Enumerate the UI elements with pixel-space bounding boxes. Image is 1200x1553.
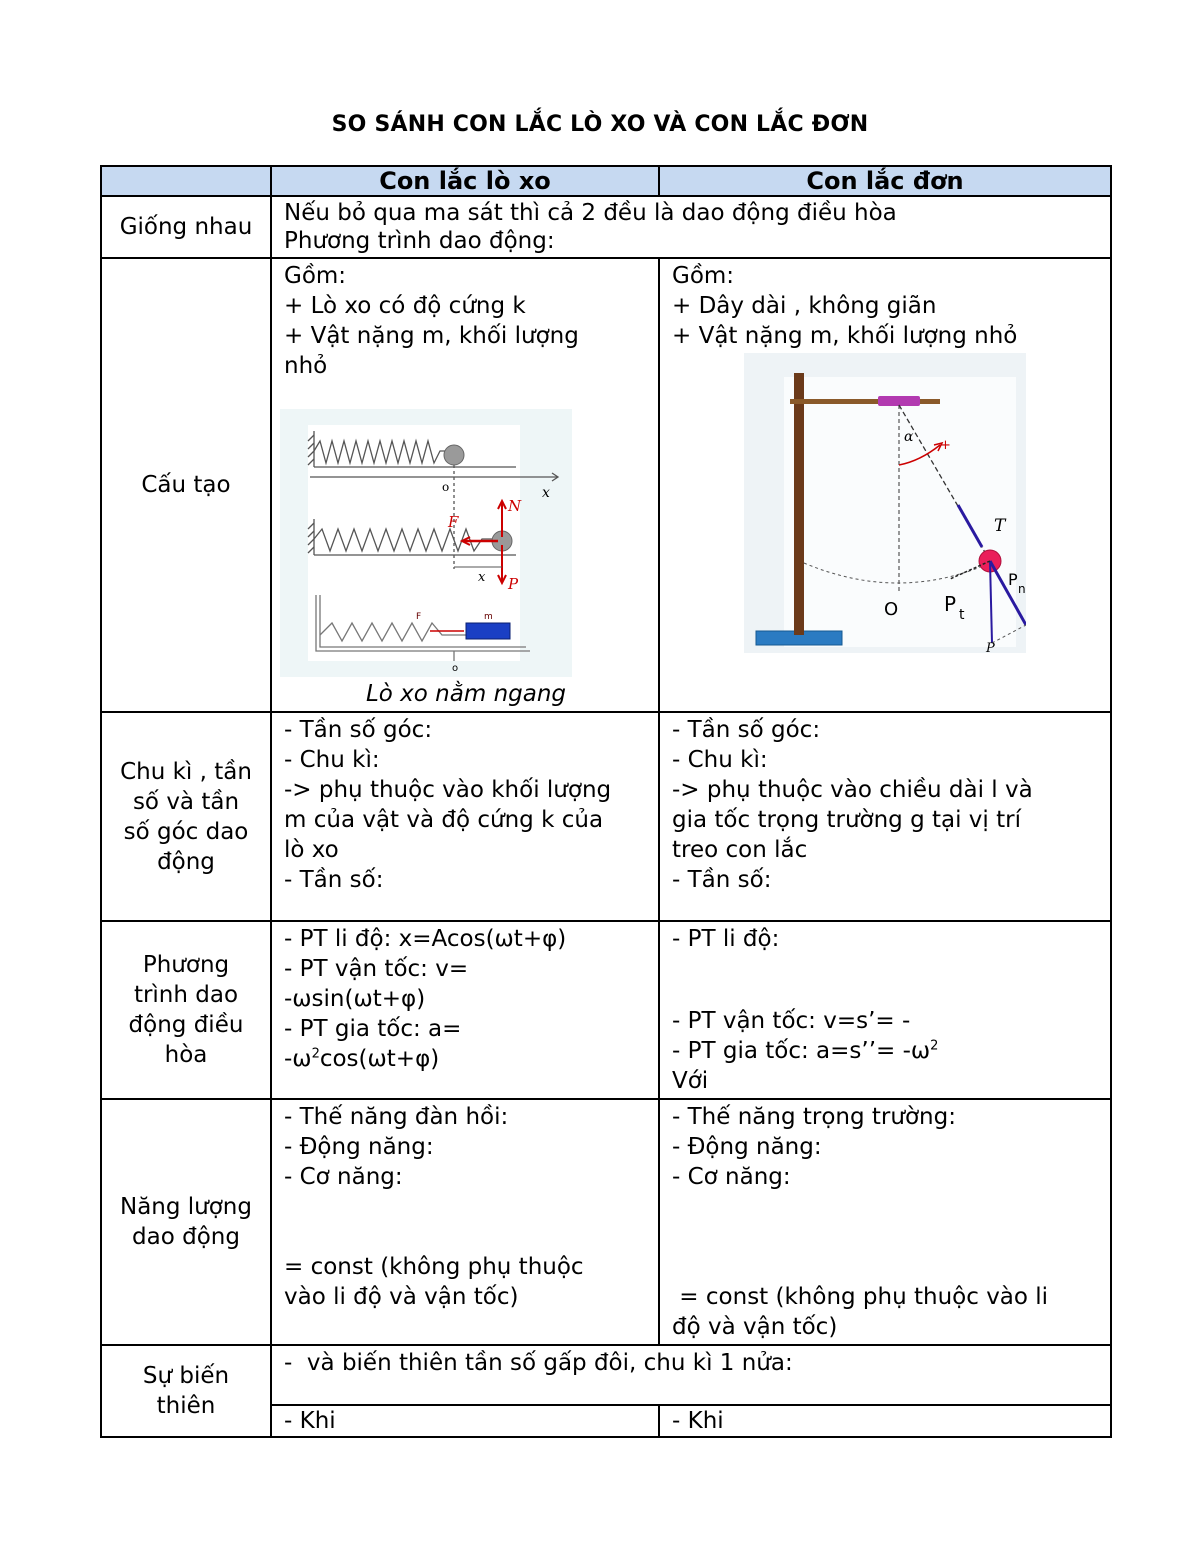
chu-ki-line: lò xo <box>284 837 339 863</box>
phuong-trinh-line: - PT li độ: <box>672 926 780 952</box>
spring-label-x2: x <box>478 570 486 585</box>
chu-ki-line: m của vật và độ cứng k của <box>284 807 604 833</box>
row-label-line: số và tần <box>132 788 240 815</box>
spring-label-o-bottom: o <box>452 663 459 674</box>
row-label-line: Năng lượng <box>119 1194 252 1220</box>
phuong-trinh-line <box>672 1036 1100 1066</box>
nang-luong-line: - Động năng: <box>284 1134 434 1160</box>
row-label-line: hòa <box>164 1042 208 1068</box>
pendulum-label-p: P <box>986 641 995 653</box>
phuong-trinh-line: - PT li độ: x=Acos(ωt+φ) <box>284 926 567 952</box>
giong-nhau-line: Phương trình dao động: <box>284 228 555 254</box>
spring-diagram <box>280 409 572 677</box>
cos-text: cos(ωt+φ) <box>319 1046 440 1072</box>
cau-tao-line: Gồm: <box>672 263 735 289</box>
chu-ki-line: - Tần số góc: <box>672 717 821 743</box>
chu-ki-line: treo con lắc <box>672 837 808 863</box>
phuong-trinh-line: - PT vận tốc: v= <box>284 956 469 982</box>
giong-nhau-content <box>271 196 1111 258</box>
row-label-nang-luong <box>101 1099 271 1345</box>
cau-tao-line: nhỏ <box>284 353 328 379</box>
header-con-lac-don: Con lắc đơn <box>659 166 1111 196</box>
row-giong-nhau <box>101 196 1111 258</box>
spacer <box>672 1192 1100 1282</box>
cau-tao-line: + Lò xo có độ cứng k <box>284 293 526 319</box>
page-title: SO SÁNH CON LẮC LÒ XO VÀ CON LẮC ĐƠN <box>331 112 869 137</box>
row-label-line: dao động <box>132 1224 240 1250</box>
row-label-giong-nhau: Giống nhau <box>101 196 271 258</box>
phuong-trinh-line <box>284 1044 648 1074</box>
pendulum-label-o: O <box>884 599 899 620</box>
phuong-trinh-line: Với <box>672 1068 709 1094</box>
row-chu-ki <box>101 712 1111 921</box>
chu-ki-line: - Tần số: <box>284 867 384 893</box>
row-label-line: Chu kì , tần <box>120 758 252 785</box>
pendulum-label-plus: + <box>940 438 951 453</box>
giong-nhau-line: Nếu bỏ qua ma sát thì cả 2 đều là dao động điều hòa <box>284 200 897 226</box>
row-label-su-bien-thien <box>101 1345 271 1437</box>
row-label-chu-ki <box>101 712 271 921</box>
row-label-line: động <box>157 848 215 875</box>
cau-tao-line: Gồm: <box>284 263 347 289</box>
row-phuong-trinh <box>101 921 1111 1099</box>
nang-luong-line: = const (không phụ thuộc vào li <box>672 1284 1049 1310</box>
row-cau-tao <box>101 258 1111 712</box>
nang-luong-line: - Cơ năng: <box>672 1164 791 1190</box>
cau-tao-line: + Vật nặng m, khối lượng nhỏ <box>672 323 1018 349</box>
row-label-line: động điều <box>128 1012 244 1038</box>
pendulum-label-pt: P <box>944 592 957 616</box>
row-label-line: Sự biến <box>142 1363 230 1389</box>
chu-ki-line: - Tần số: <box>672 867 772 893</box>
chu-ki-line: -> phụ thuộc vào khối lượng <box>284 777 612 803</box>
chu-ki-line: -> phụ thuộc vào chiều dài l và <box>672 777 1033 803</box>
header-con-lac-lo-xo: Con lắc lò xo <box>271 166 659 196</box>
phuong-trinh-line: -ωsin(ωt+φ) <box>284 986 426 1012</box>
nang-luong-line: - Cơ năng: <box>284 1164 403 1190</box>
nang-luong-line: = const (không phụ thuộc <box>284 1254 584 1280</box>
pendulum-label-pn: P <box>1008 570 1018 589</box>
gia-toc-text: - PT gia tốc: a=s’’= -ω <box>672 1038 931 1064</box>
nang-luong-line: - Thế năng trọng trường: <box>672 1104 956 1130</box>
row-label-line: thiên <box>156 1393 216 1419</box>
nang-luong-lo-xo <box>271 1099 659 1345</box>
phuong-trinh-line: - PT vận tốc: v=s’= - <box>672 1008 911 1034</box>
row-label-line: số góc dao <box>123 818 249 845</box>
cau-tao-line: + Vật nặng m, khối lượng <box>284 323 579 349</box>
chu-ki-line: gia tốc trọng trường g tại vị trí <box>672 807 1021 833</box>
omega-text: -ω <box>284 1046 312 1072</box>
chu-ki-line: - Chu kì: <box>672 747 768 773</box>
header-row <box>101 166 1111 196</box>
nang-luong-line: độ và vận tốc) <box>672 1314 838 1340</box>
cau-tao-lo-xo <box>271 258 659 712</box>
chu-ki-lo-xo <box>271 712 659 921</box>
row-label-line: Phương <box>142 952 230 978</box>
spacer <box>284 1192 648 1252</box>
spring-label-f-small: F <box>416 612 422 622</box>
pendulum-diagram <box>744 353 1026 653</box>
chu-ki-con-lac-don <box>659 712 1111 921</box>
pendulum-label-t: T <box>994 516 1006 536</box>
chu-ki-line: - Chu kì: <box>284 747 380 773</box>
spring-label-m: m <box>484 612 493 622</box>
nang-luong-con-lac-don <box>659 1099 1111 1345</box>
phuong-trinh-lo-xo <box>271 921 659 1099</box>
cau-tao-line: + Dây dài , không giãn <box>672 293 937 319</box>
superscript-2: 2 <box>930 1038 939 1054</box>
chu-ki-line: - Tần số góc: <box>284 717 433 743</box>
pendulum-label-alpha: α <box>904 429 914 445</box>
header-blank <box>101 166 271 196</box>
row-label-line: trình dao <box>133 982 239 1008</box>
nang-luong-line: vào li độ và vận tốc) <box>284 1284 519 1310</box>
superscript-2: 2 <box>311 1046 320 1062</box>
su-bien-thien-merged: - và biến thiên tần số gấp đôi, chu kì 1 nửa: <box>271 1345 1111 1405</box>
row-label-cau-tao: Cấu tạo <box>101 258 271 712</box>
spring-label-o: o <box>442 480 450 494</box>
nang-luong-line: - Động năng: <box>672 1134 822 1160</box>
phuong-trinh-con-lac-don <box>659 921 1111 1099</box>
su-bien-thien-con-lac-don: - Khi <box>659 1405 1111 1437</box>
comparison-table <box>100 165 1112 1438</box>
su-bien-thien-lo-xo: - Khi <box>271 1405 659 1437</box>
spring-label-f: F <box>448 513 459 531</box>
row-label-phuong-trinh <box>101 921 271 1099</box>
row-nang-luong <box>101 1099 1111 1345</box>
pendulum-label-pt-sub: t <box>959 607 965 623</box>
spring-caption: Lò xo nằm ngang <box>365 681 567 707</box>
row-su-bien-thien-top <box>101 1345 1111 1405</box>
phuong-trinh-line: - PT gia tốc: a= <box>284 1016 462 1042</box>
cau-tao-con-lac-don <box>659 258 1111 712</box>
spacer <box>672 954 1100 1006</box>
spring-label-n: N <box>508 497 522 515</box>
spring-label-x: x <box>542 485 550 501</box>
spring-label-p: P <box>508 575 519 593</box>
nang-luong-line: - Thế năng đàn hồi: <box>284 1104 509 1130</box>
pendulum-label-pn-sub: n <box>1018 582 1026 596</box>
